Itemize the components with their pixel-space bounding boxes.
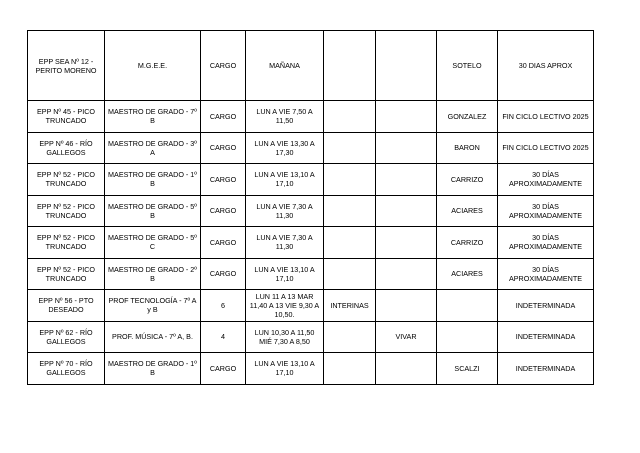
cell-substitute <box>376 132 437 164</box>
table-row <box>28 321 594 353</box>
cell-assignment: MAESTRO DE GRADO - 2º B <box>105 258 201 290</box>
cell-schedule: LUN A VIE 7,50 A 11,50 <box>246 101 324 133</box>
header-shift: MAÑANA <box>246 31 324 101</box>
cell-position: CARGO <box>201 132 246 164</box>
header-row <box>28 31 594 101</box>
table-row <box>28 164 594 196</box>
cell-position: CARGO <box>201 353 246 385</box>
cell-position: CARGO <box>201 195 246 227</box>
cell-school: EPP Nº 52 - PICO TRUNCADO <box>28 227 105 259</box>
header-position: CARGO <box>201 31 246 101</box>
cell-holder: BARON <box>437 132 498 164</box>
cell-substitute <box>376 195 437 227</box>
cell-school: EPP Nº 45 - PICO TRUNCADO <box>28 101 105 133</box>
cell-type <box>324 258 376 290</box>
cell-schedule: LUN 10,30 A 11,50 MIÉ 7,30 A 8,50 <box>246 321 324 353</box>
cell-type <box>324 101 376 133</box>
cell-holder: SCALZI <box>437 353 498 385</box>
cell-schedule: LUN A VIE 13,10 A 17,10 <box>246 258 324 290</box>
cell-position: CARGO <box>201 164 246 196</box>
header-name: SOTELO <box>437 31 498 101</box>
cell-school: EPP Nº 46 - RÍO GALLEGOS <box>28 132 105 164</box>
cell-type <box>324 321 376 353</box>
cell-duration: 30 DÍAS APROXIMADAMENTE <box>498 258 594 290</box>
cell-assignment: MAESTRO DE GRADO - 5º C <box>105 227 201 259</box>
cell-assignment: MAESTRO DE GRADO - 5º B <box>105 195 201 227</box>
cell-substitute <box>376 353 437 385</box>
cell-school: EPP Nº 70 - RÍO GALLEGOS <box>28 353 105 385</box>
cell-substitute: VIVAR <box>376 321 437 353</box>
cell-substitute <box>376 290 437 322</box>
cell-substitute <box>376 164 437 196</box>
cell-duration: FIN CICLO LECTIVO 2025 <box>498 101 594 133</box>
cell-type <box>324 353 376 385</box>
cell-assignment: PROF. MÚSICA - 7º A, B. <box>105 321 201 353</box>
cell-assignment: PROF TECNOLOGÍA - 7º A y B <box>105 290 201 322</box>
cell-substitute <box>376 101 437 133</box>
cell-position: 4 <box>201 321 246 353</box>
cell-schedule: LUN A VIE 7,30 A 11,30 <box>246 227 324 259</box>
cell-holder: GONZALEZ <box>437 101 498 133</box>
cell-position: CARGO <box>201 101 246 133</box>
cell-school: EPP Nº 56 - PTO DESEADO <box>28 290 105 322</box>
cell-position: CARGO <box>201 227 246 259</box>
cell-assignment: MAESTRO DE GRADO - 7º B <box>105 101 201 133</box>
cell-school: EPP Nº 62 - RÍO GALLEGOS <box>28 321 105 353</box>
cell-holder: CARRIZO <box>437 164 498 196</box>
cell-duration: 30 DÍAS APROXIMADAMENTE <box>498 195 594 227</box>
cell-position: 6 <box>201 290 246 322</box>
table-row <box>28 258 594 290</box>
cell-duration: INDETERMINADA <box>498 290 594 322</box>
cell-schedule: LUN A VIE 13,10 A 17,10 <box>246 353 324 385</box>
cell-type <box>324 227 376 259</box>
cell-assignment: MAESTRO DE GRADO - 1º B <box>105 164 201 196</box>
header-col5 <box>324 31 376 101</box>
cell-school: EPP Nº 52 - PICO TRUNCADO <box>28 164 105 196</box>
table-row <box>28 101 594 133</box>
cell-substitute <box>376 258 437 290</box>
header-duration: 30 DIAS APROX <box>498 31 594 101</box>
cell-duration: 30 DÍAS APROXIMADAMENTE <box>498 164 594 196</box>
cell-holder: CARRIZO <box>437 227 498 259</box>
table-row <box>28 353 594 385</box>
header-col6 <box>376 31 437 101</box>
cell-schedule: LUN 11 A 13 MAR 11,40 A 13 VIE 9,30 A 10,50. <box>246 290 324 322</box>
table-row <box>28 195 594 227</box>
cell-duration: INDETERMINADA <box>498 321 594 353</box>
table-row <box>28 227 594 259</box>
cell-duration: INDETERMINADA <box>498 353 594 385</box>
vacancies-table <box>27 30 594 385</box>
header-school: EPP SEA Nº 12 - PERITO MORENO <box>28 31 105 101</box>
cell-holder <box>437 321 498 353</box>
cell-schedule: LUN A VIE 13,10 A 17,10 <box>246 164 324 196</box>
header-level: M.G.E.E. <box>105 31 201 101</box>
cell-substitute <box>376 227 437 259</box>
cell-type <box>324 164 376 196</box>
table-row <box>28 132 594 164</box>
cell-duration: 30 DÍAS APROXIMADAMENTE <box>498 227 594 259</box>
cell-schedule: LUN A VIE 13,30 A 17,30 <box>246 132 324 164</box>
cell-school: EPP Nº 52 - PICO TRUNCADO <box>28 195 105 227</box>
cell-holder <box>437 290 498 322</box>
cell-type: INTERINAS <box>324 290 376 322</box>
cell-duration: FIN CICLO LECTIVO 2025 <box>498 132 594 164</box>
cell-holder: ACIARES <box>437 195 498 227</box>
cell-type <box>324 195 376 227</box>
cell-school: EPP Nº 52 - PICO TRUNCADO <box>28 258 105 290</box>
cell-position: CARGO <box>201 258 246 290</box>
cell-type <box>324 132 376 164</box>
cell-holder: ACIARES <box>437 258 498 290</box>
cell-assignment: MAESTRO DE GRADO - 1º B <box>105 353 201 385</box>
cell-assignment: MAESTRO DE GRADO - 3º A <box>105 132 201 164</box>
table-row <box>28 290 594 322</box>
cell-schedule: LUN A VIE 7,30 A 11,30 <box>246 195 324 227</box>
